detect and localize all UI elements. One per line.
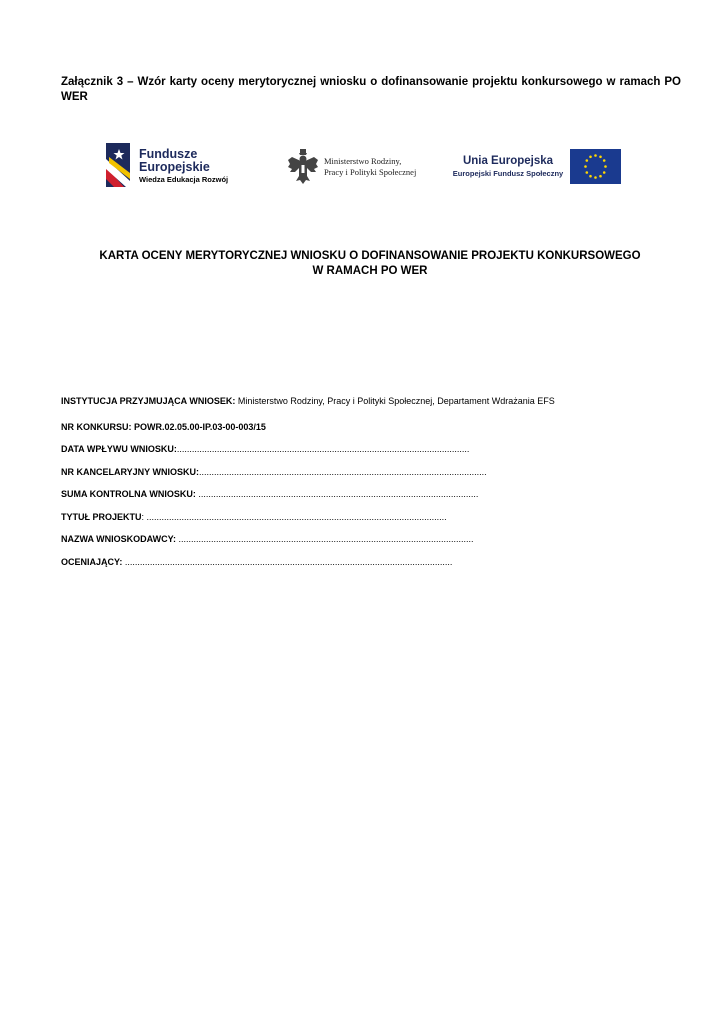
checksum-label: SUMA KONTROLNA WNIOSKU: [61,489,196,499]
office-number-dots[interactable]: ................................................................................................................... [199,467,487,477]
applicant-name-label: NAZWA WNIOSKODAWCY: [61,534,176,544]
card-heading-line1: KARTA OCENY MERYTORYCZNEJ WNIOSKU O DOFINANSOWANIE PROJEKTU KONKURSOWEGO [99,250,641,262]
fundusze-europejskie-logo [106,143,236,189]
evaluator-label: OCENIAJĄCY: [61,557,123,567]
ministry-logo-line1: Ministerstwo Rodziny, [324,156,402,166]
card-heading [60,249,680,279]
fe-logo-line3: Wiedza Edukacja Rozwój [139,175,229,184]
evaluator-dots[interactable]: ................................................................................................................................... [122,557,453,567]
applicant-name-dots[interactable]: ...................................................................................................................... [176,534,474,544]
competition-number-field [61,421,266,433]
submission-date-field[interactable] [61,443,469,455]
competition-number-label: NR KONKURSU: POWR.02.05.00-IP.03-00-003/15 [61,422,266,432]
project-title-dots[interactable]: : ........................................................................................................................ [141,512,447,522]
fe-emblem-icon [106,143,130,187]
fe-logo-line1: Fundusze [139,147,198,161]
institution-value: Ministerstwo Rodziny, Pracy i Polityki Społecznej, Departament Wdrażania EFS [235,396,555,406]
evaluator-field[interactable] [61,556,452,568]
checksum-field[interactable] [61,488,478,500]
institution-field [61,395,555,407]
project-title-label: TYTUŁ PROJEKTU [61,512,142,522]
checksum-dots[interactable]: ................................................................................................................ [195,489,479,499]
polish-eagle-icon [287,148,319,186]
annex-title: Załącznik 3 – Wzór karty oceny merytorycznej wniosku o dofinansowanie projektu konkursowego w ramach PO WER [61,76,681,103]
eu-logo-line1: Unia Europejska [462,155,554,167]
institution-label: INSTYTUCJA PRZYJMUJĄCA WNIOSEK: [61,396,236,406]
fe-logo-line2: Europejskie [139,160,210,174]
submission-date-dots[interactable]: ..................................................................................................................... [176,444,470,454]
applicant-name-field[interactable] [61,533,474,545]
office-number-field[interactable] [61,466,487,478]
eu-logo [452,149,624,187]
office-number-label: NR KANCELARYJNY WNIOSKU: [61,467,200,477]
submission-date-label: DATA WPŁYWU WNIOSKU: [61,444,177,454]
project-title-field[interactable] [61,511,447,523]
eu-logo-line2: Europejski Fundusz Społeczny [452,169,564,178]
card-heading-line2: W RAMACH PO WER [312,265,428,277]
eu-flag-icon [570,149,621,184]
ministry-logo [287,148,427,188]
ministry-logo-line2: Pracy i Polityki Społecznej [324,167,417,177]
